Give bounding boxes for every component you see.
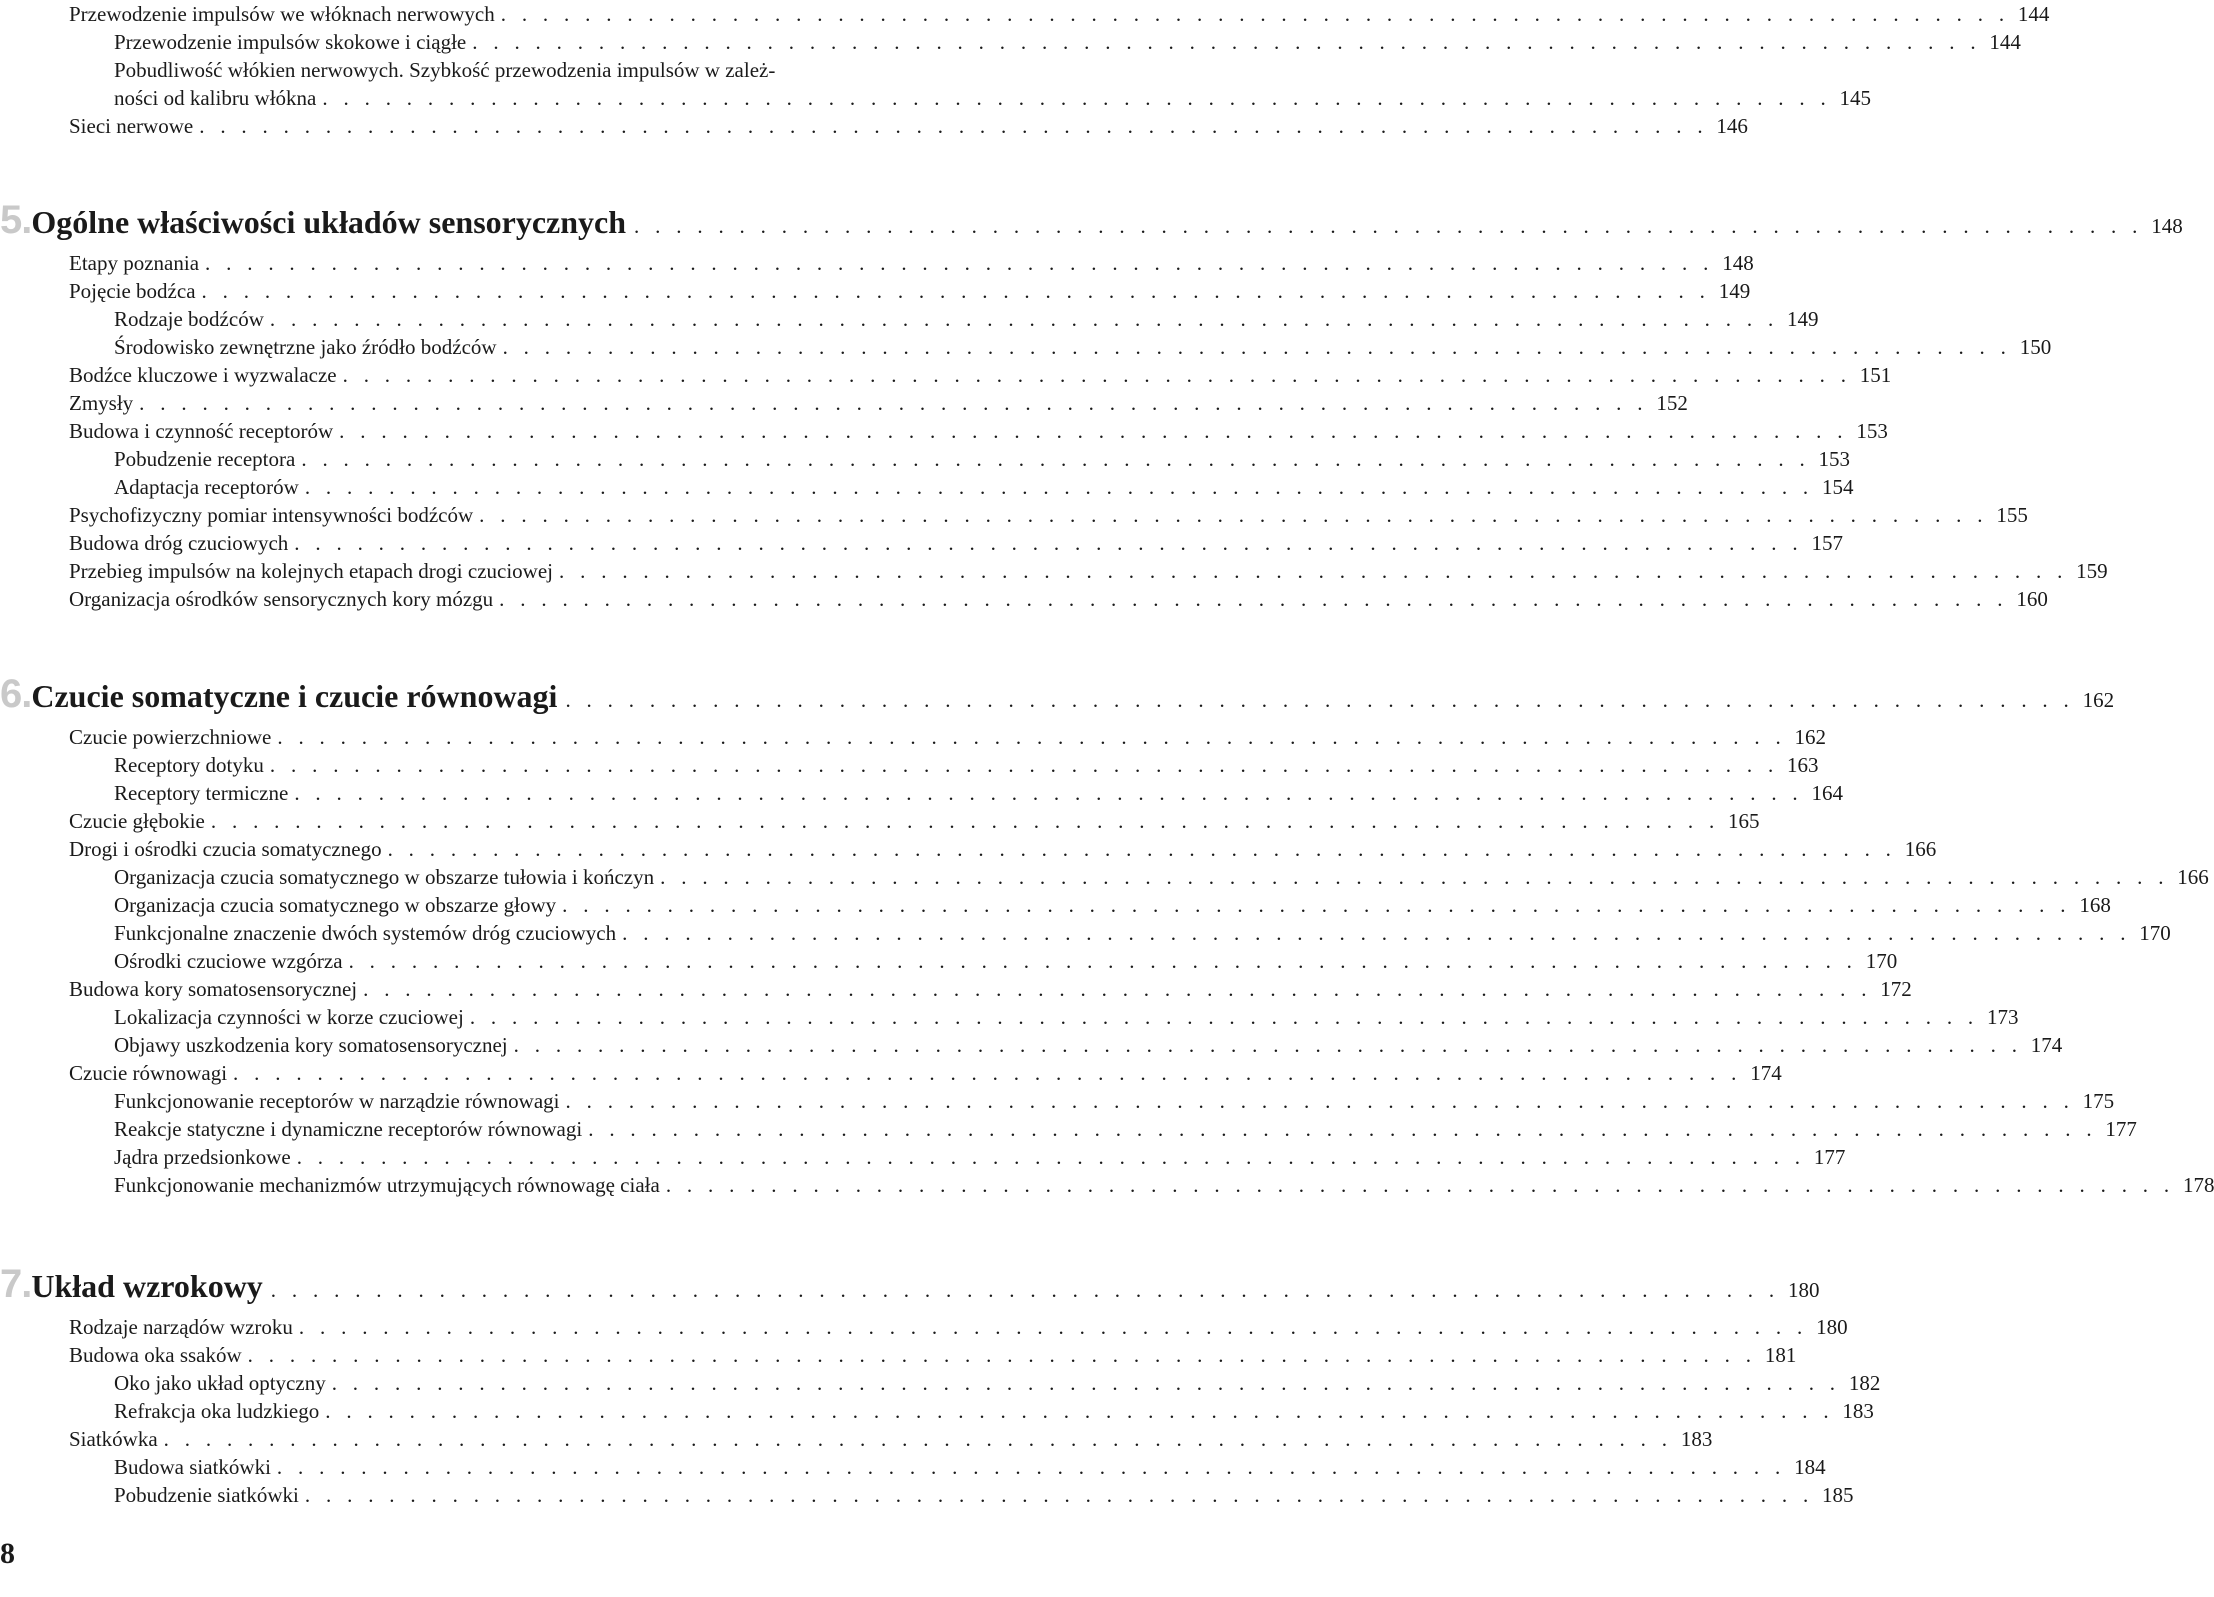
toc-entry-page: 174 [1750, 1061, 1782, 1085]
toc-entry [69, 1313, 1848, 1341]
toc-entry-title: Pobudzenie siatkówki [114, 1483, 299, 1507]
chapter-title: Czucie somatyczne i czucie równowagi [31, 678, 558, 714]
dot-leader: . . . . . . . . . . . . . . . . . . . . . . . . . . . . . . . . . . . . . . . . . . . . . . . . . . . . . . . . . . . . . . . . . . . . . . . . [294, 531, 1803, 555]
toc-entry [114, 1481, 1854, 1509]
toc-entry [114, 1003, 2019, 1031]
toc-entry [69, 723, 1826, 751]
toc-entry [69, 417, 1888, 445]
dot-leader: . . . . . . . . . . . . . . . . . . . . . . . . . . . . . . . . . . . . . . . . . . . . . . . . . . . . . . . . . . . . . . . . . . . . . . . . [210, 809, 1720, 833]
toc-entry [69, 361, 1892, 389]
toc-entry-page: 172 [1880, 977, 1912, 1001]
toc-entry-page: 157 [1811, 531, 1843, 555]
toc-entry-page: 166 [2177, 865, 2209, 889]
toc-entry-title: Drogi i ośrodki czucia somatycznego [69, 837, 382, 861]
dot-leader: . . . . . . . . . . . . . . . . . . . . . . . . . . . . . . . . . . . . . . . . . . . . . . . . . . . . . . . . . . . . . . . . . . . . . . . . [325, 1399, 1834, 1423]
chapter-number: 7. [0, 1262, 32, 1306]
toc-entry [69, 389, 1688, 417]
dot-leader: . . . . . . . . . . . . . . . . . . . . . . . . . . . . . . . . . . . . . . . . . . . . . . . . . . . . . . . . . . . . . . . . . . . . . . . . [301, 447, 1810, 471]
dot-leader: . . . . . . . . . . . . . . . . . . . . . . . . . . . . . . . . . . . . . . . . . . . . . . . . . . . . . . . . . . . . . . . . . . . . . . . . [500, 2, 2010, 26]
toc-entry [114, 473, 1854, 501]
toc-entry-page: 150 [2019, 335, 2052, 359]
page-number: 8 [0, 1537, 15, 1570]
toc-entry [114, 1087, 2115, 1115]
toc-entry-title: Receptory dotyku [114, 753, 264, 777]
chapter-page: 148 [2151, 214, 2183, 238]
toc-entry-title: Pobudliwość włókien nerwowych. Szybkość przewodzenia impulsów w zależ- [114, 58, 776, 82]
toc-entry-page: 152 [1656, 391, 1688, 415]
toc-entry [114, 333, 2052, 361]
dot-leader: . . . . . . . . . . . . . . . . . . . . . . . . . . . . . . . . . . . . . . . . . . . . . . . . . . . . . . . . . . . . . . . . . . . . . . . . [304, 475, 1814, 499]
chapter-number: 5. [0, 198, 32, 242]
toc-entry-page: 163 [1787, 753, 1819, 777]
dot-leader: . . . . . . . . . . . . . . . . . . . . . . . . . . . . . . . . . . . . . . . . . . . . . . . . . . . . . . . . . . . . . . . . . . . . . . . . [387, 837, 1897, 861]
toc-entry [114, 779, 1843, 807]
toc-entry [114, 1115, 2137, 1143]
toc-entry [114, 305, 1819, 333]
toc-entry [114, 919, 2171, 947]
toc-entry [114, 445, 1850, 473]
dot-leader: . . . . . . . . . . . . . . . . . . . . . . . . . . . . . . . . . . . . . . . . . . . . . . . . . . . . . . . . . . . . . . . . . . . . . . . . [342, 363, 1852, 387]
dot-leader: . . . . . . . . . . . . . . . . . . . . . . . . . . . . . . . . . . . . . . . . . . . . . . . . . . . . . . . . . . . . . . . . . . . . . . . . [469, 1005, 1979, 1029]
toc-entry [114, 947, 1898, 975]
dot-leader: . . . . . . . . . . . . . . . . . . . . . . . . . . . . . . . . . . . . . . . . . . . . . . . . . . . . . . . . . . . . . . . . . . . . . . . . [502, 335, 2012, 359]
dot-leader: . . . . . . . . . . . . . . . . . . . . . . . . . . . . . . . . . . . . . . . . . . . . . . . . . . . . . . . . . . . . . . . . . . . . . . . . [270, 1278, 1780, 1302]
toc-entry [69, 585, 2048, 613]
toc-entry-page: 182 [1848, 1371, 1881, 1395]
toc-entry-title: Adaptacja receptorów [114, 475, 299, 499]
toc-entry [69, 975, 1912, 1003]
dot-leader: . . . . . . . . . . . . . . . . . . . . . . . . . . . . . . . . . . . . . . . . . . . . . . . . . . . . . . . . . . . . . . . . . . . . . . . . [163, 1427, 1673, 1451]
toc-entry [69, 112, 1748, 140]
toc-entry-page: 159 [2076, 559, 2108, 583]
toc-entry-page: 148 [1722, 251, 1754, 275]
toc-entry-title: Ośrodki czuciowe wzgórza [114, 949, 343, 973]
toc-entry-page: 165 [1728, 809, 1760, 833]
toc-entry-title: Jądra przedsionkowe [114, 1145, 291, 1169]
toc-entry [114, 1143, 1846, 1171]
dot-leader: . . . . . . . . . . . . . . . . . . . . . . . . . . . . . . . . . . . . . . . . . . . . . . . . . . . . . . . . . . . . . . . . . . . . . . . . [634, 214, 2143, 238]
dot-leader: . . . . . . . . . . . . . . . . . . . . . . . . . . . . . . . . . . . . . . . . . . . . . . . . . . . . . . . . . . . . . . . . . . . . . . . . [205, 251, 1714, 275]
toc-entry-title: Budowa i czynność receptorów [69, 419, 334, 443]
dot-leader: . . . . . . . . . . . . . . . . . . . . . . . . . . . . . . . . . . . . . . . . . . . . . . . . . . . . . . . . . . . . . . . . . . . . . . . . [201, 279, 1711, 303]
toc-entry [114, 1171, 2214, 1199]
dot-leader: . . . . . . . . . . . . . . . . . . . . . . . . . . . . . . . . . . . . . . . . . . . . . . . . . . . . . . . . . . . . . . . . . . . . . . . . [559, 559, 2068, 583]
dot-leader: . . . . . . . . . . . . . . . . . . . . . . . . . . . . . . . . . . . . . . . . . . . . . . . . . . . . . . . . . . . . . . . . . . . . . . . . [363, 977, 1872, 1001]
toc-entry-title: Refrakcja oka ludzkiego [114, 1399, 320, 1423]
toc-entry-title: Budowa oka ssaków [69, 1343, 242, 1367]
toc-entry [69, 1341, 1797, 1369]
toc-entry-title: Funkcjonowanie mechanizmów utrzymujących równowagę ciała [114, 1173, 660, 1197]
toc-entry-title: Budowa kory somatosensorycznej [69, 977, 358, 1001]
toc-entry [114, 891, 2111, 919]
toc-entry-page: 184 [1794, 1455, 1826, 1479]
toc-entry [69, 501, 2028, 529]
toc-entry-page: 180 [1816, 1315, 1848, 1339]
dot-leader: . . . . . . . . . . . . . . . . . . . . . . . . . . . . . . . . . . . . . . . . . . . . . . . . . . . . . . . . . . . . . . . . . . . . . . . . [277, 725, 1786, 749]
toc-entry-page: 162 [1794, 725, 1826, 749]
toc-entry-page: 144 [1989, 30, 2021, 54]
toc-entry-title: Organizacja czucia somatycznego w obszarze tułowia i kończyn [114, 865, 655, 889]
toc-entry-page: 160 [2016, 587, 2048, 611]
dot-leader: . . . . . . . . . . . . . . . . . . . . . . . . . . . . . . . . . . . . . . . . . . . . . . . . . . . . . . . . . . . . . . . . . . . . . . . . [472, 30, 1981, 54]
dot-leader: . . . . . . . . . . . . . . . . . . . . . . . . . . . . . . . . . . . . . . . . . . . . . . . . . . . . . . . . . . . . . . . . . . . . . . . . [199, 114, 1708, 138]
dot-leader: . . . . . . . . . . . . . . . . . . . . . . . . . . . . . . . . . . . . . . . . . . . . . . . . . . . . . . . . . . . . . . . . . . . . . . . . [339, 419, 1848, 443]
toc-entry-page: 153 [1856, 419, 1888, 443]
toc-entry-page: 185 [1822, 1483, 1854, 1507]
toc-entry-page: 168 [2079, 893, 2111, 917]
dot-leader: . . . . . . . . . . . . . . . . . . . . . . . . . . . . . . . . . . . . . . . . . . . . . . . . . . . . . . . . . . . . . . . . . . . . . . . . [331, 1371, 1841, 1395]
toc-entry-title: Środowisko zewnętrzne jako źródło bodźców [114, 335, 497, 359]
dot-leader: . . . . . . . . . . . . . . . . . . . . . . . . . . . . . . . . . . . . . . . . . . . . . . . . . . . . . . . . . . . . . . . . . . . . . . . . [294, 781, 1803, 805]
toc-entry-title: Czucie głębokie [69, 809, 205, 833]
toc-entry [114, 1369, 1881, 1397]
dot-leader: . . . . . . . . . . . . . . . . . . . . . . . . . . . . . . . . . . . . . . . . . . . . . . . . . . . . . . . . . . . . . . . . . . . . . . . . [276, 1455, 1786, 1479]
dot-leader: . . . . . . . . . . . . . . . . . . . . . . . . . . . . . . . . . . . . . . . . . . . . . . . . . . . . . . . . . . . . . . . . . . . . . . . . [499, 587, 2008, 611]
chapter-page: 162 [2082, 688, 2115, 712]
toc-entry-page: 151 [1859, 363, 1892, 387]
toc-entry-title: Czucie równowagi [69, 1061, 228, 1085]
dot-leader: . . . . . . . . . . . . . . . . . . . . . . . . . . . . . . . . . . . . . . . . . . . . . . . . . . . . . . . . . . . . . . . . . . . . . . . . [139, 391, 1648, 415]
toc-entry-title: Siatkówka [69, 1427, 158, 1451]
toc-entry-page: 144 [2017, 2, 2050, 26]
toc-entry [114, 1453, 1826, 1481]
toc-entry [69, 1059, 1782, 1087]
toc-entry-title: Bodźce kluczowe i wyzwalacze [69, 363, 337, 387]
toc-entry-page: 149 [1787, 307, 1819, 331]
chapter-heading [0, 672, 2115, 720]
toc-entry-page: 175 [2082, 1089, 2115, 1113]
toc-entry-title: Psychofizyczny pomiar intensywności bodźców [69, 503, 474, 527]
toc-entry-title: Budowa siatkówki [114, 1455, 271, 1479]
dot-leader: . . . . . . . . . . . . . . . . . . . . . . . . . . . . . . . . . . . . . . . . . . . . . . . . . . . . . . . . . . . . . . . . . . . . . . . . [479, 503, 1988, 527]
chapter-title: Układ wzrokowy [31, 1268, 263, 1304]
dot-leader: . . . . . . . . . . . . . . . . . . . . . . . . . . . . . . . . . . . . . . . . . . . . . . . . . . . . . . . . . . . . . . . . . . . . . . . . [565, 1089, 2075, 1113]
chapter-page: 180 [1787, 1278, 1820, 1302]
toc-entry [69, 277, 1751, 305]
toc-entry-page: 154 [1821, 475, 1854, 499]
toc-entry-page: 183 [1680, 1427, 1713, 1451]
toc-entry-title: Organizacja czucia somatycznego w obszarze głowy [114, 893, 557, 917]
toc-entry-page: 155 [1996, 503, 2028, 527]
toc-entry-page: 181 [1764, 1343, 1797, 1367]
dot-leader: . . . . . . . . . . . . . . . . . . . . . . . . . . . . . . . . . . . . . . . . . . . . . . . . . . . . . . . . . . . . . . . . . . . . . . . . [562, 893, 2071, 917]
toc-entry [114, 28, 2021, 56]
toc-entry-title: Etapy poznania [69, 251, 200, 275]
toc-entry [114, 56, 943, 84]
toc-entry-title: Przebieg impulsów na kolejnych etapach drogi czuciowej [69, 559, 554, 583]
toc-entry-title: Przewodzenie impulsów we włóknach nerwowych [69, 2, 495, 26]
dot-leader: . . . . . . . . . . . . . . . . . . . . . . . . . . . . . . . . . . . . . . . . . . . . . . . . . . . . . . . . . . . . . . . . . . . . . . . . [269, 307, 1779, 331]
dot-leader: . . . . . . . . . . . . . . . . . . . . . . . . . . . . . . . . . . . . . . . . . . . . . . . . . . . . . . . . . . . . . . . . . . . . . . . . [565, 688, 2075, 712]
toc-entry [114, 1397, 1874, 1425]
toc-entry-title: Organizacja ośrodków sensorycznych kory mózgu [69, 587, 494, 611]
toc-entry [114, 751, 1819, 779]
toc-entry-title: ności od kalibru włókna [114, 86, 317, 110]
toc-entry-title: Funkcjonowanie receptorów w narządzie równowagi [114, 1089, 560, 1113]
toc-entry-page: 170 [2139, 921, 2171, 945]
toc-entry-page: 164 [1811, 781, 1843, 805]
toc-entry-title: Reakcje statyczne i dynamiczne receptorów równowagi [114, 1117, 583, 1141]
toc-entry-page: 174 [2030, 1033, 2063, 1057]
toc-entry-title: Sieci nerwowe [69, 114, 194, 138]
toc-entry-title: Objawy uszkodzenia kory somatosensorycznej [114, 1033, 508, 1057]
toc-entry-title: Czucie powierzchniowe [69, 725, 272, 749]
toc-entry [69, 1425, 1713, 1453]
dot-leader: . . . . . . . . . . . . . . . . . . . . . . . . . . . . . . . . . . . . . . . . . . . . . . . . . . . . . . . . . . . . . . . . . . . . . . . . [513, 1033, 2023, 1057]
toc-entry-page: 177 [2105, 1117, 2137, 1141]
chapter-title: Ogólne właściwości układów sensorycznych [31, 204, 627, 240]
toc-entry-page: 146 [1716, 114, 1748, 138]
toc-entry-page: 149 [1718, 279, 1751, 303]
chapter-heading [0, 198, 2183, 246]
toc-entry-page: 145 [1839, 86, 1872, 110]
dot-leader: . . . . . . . . . . . . . . . . . . . . . . . . . . . . . . . . . . . . . . . . . . . . . . . . . . . . . . . . . . . . . . . . . . . . . . . . [348, 949, 1858, 973]
dot-leader: . . . . . . . . . . . . . . . . . . . . . . . . . . . . . . . . . . . . . . . . . . . . . . . . . . . . . . . . . . . . . . . . . . . . . . . . [660, 865, 2169, 889]
toc-entry [69, 835, 1937, 863]
toc-entry-title: Przewodzenie impulsów skokowe i ciągłe [114, 30, 467, 54]
toc-entry-page: 153 [1818, 447, 1850, 471]
toc-entry-title: Lokalizacja czynności w korze czuciowej [114, 1005, 464, 1029]
toc-entry-title: Budowa dróg czuciowych [69, 531, 289, 555]
toc-entry [114, 1031, 2063, 1059]
toc-entry-title: Pojęcie bodźca [69, 279, 196, 303]
toc-entry-title: Rodzaje bodźców [114, 307, 264, 331]
chapter-heading [0, 1262, 1820, 1310]
chapter-number: 6. [0, 672, 32, 716]
dot-leader: . . . . . . . . . . . . . . . . . . . . . . . . . . . . . . . . . . . . . . . . . . . . . . . . . . . . . . . . . . . . . . . . . . . . . . . . [298, 1315, 1808, 1339]
toc-entry-page: 166 [1904, 837, 1937, 861]
toc-entry [69, 557, 2108, 585]
dot-leader: . . . . . . . . . . . . . . . . . . . . . . . . . . . . . . . . . . . . . . . . . . . . . . . . . . . . . . . . . . . . . . . . . . . . . . . . [304, 1483, 1814, 1507]
toc-entry-title: Rodzaje narządów wzroku [69, 1315, 293, 1339]
dot-leader: . . . . . . . . . . . . . . . . . . . . . . . . . . . . . . . . . . . . . . . . . . . . . . . . . . . . . . . . . . . . . . . . . . . . . . . . [233, 1061, 1742, 1085]
dot-leader: . . . . . . . . . . . . . . . . . . . . . . . . . . . . . . . . . . . . . . . . . . . . . . . . . . . . . . . . . . . . . . . . . . . . . . . . [322, 86, 1832, 110]
toc-entry [69, 0, 2050, 28]
toc-entry-title: Funkcjonalne znaczenie dwóch systemów dróg czuciowych [114, 921, 617, 945]
toc-entry-page: 177 [1813, 1145, 1846, 1169]
toc-entry [69, 529, 1843, 557]
toc-entry-page: 183 [1842, 1399, 1874, 1423]
toc-entry [114, 863, 2209, 891]
dot-leader: . . . . . . . . . . . . . . . . . . . . . . . . . . . . . . . . . . . . . . . . . . . . . . . . . . . . . . . . . . . . . . . . . . . . . . . . [296, 1145, 1806, 1169]
toc-entry-page: 178 [2182, 1173, 2214, 1197]
dot-leader: . . . . . . . . . . . . . . . . . . . . . . . . . . . . . . . . . . . . . . . . . . . . . . . . . . . . . . . . . . . . . . . . . . . . . . . . [247, 1343, 1757, 1367]
dot-leader: . . . . . . . . . . . . . . . . . . . . . . . . . . . . . . . . . . . . . . . . . . . . . . . . . . . . . . . . . . . . . . . . . . . . . . . . [588, 1117, 2097, 1141]
dot-leader: . . . . . . . . . . . . . . . . . . . . . . . . . . . . . . . . . . . . . . . . . . . . . . . . . . . . . . . . . . . . . . . . . . . . . . . . [622, 921, 2131, 945]
dot-leader: . . . . . . . . . . . . . . . . . . . . . . . . . . . . . . . . . . . . . . . . . . . . . . . . . . . . . . . . . . . . . . . . . . . . . . . . [269, 753, 1779, 777]
toc-entry [69, 807, 1760, 835]
toc-entry-title: Zmysły [69, 391, 134, 415]
toc-entry-page: 173 [1986, 1005, 2019, 1029]
toc-entry-title: Pobudzenie receptora [114, 447, 296, 471]
toc-entry-title: Oko jako układ optyczny [114, 1371, 326, 1395]
toc-entry-title: Receptory termiczne [114, 781, 289, 805]
dot-leader: . . . . . . . . . . . . . . . . . . . . . . . . . . . . . . . . . . . . . . . . . . . . . . . . . . . . . . . . . . . . . . . . . . . . . . . . [665, 1173, 2175, 1197]
toc-entry [69, 249, 1754, 277]
toc-entry-page: 170 [1865, 949, 1898, 973]
toc-entry [114, 84, 1872, 112]
